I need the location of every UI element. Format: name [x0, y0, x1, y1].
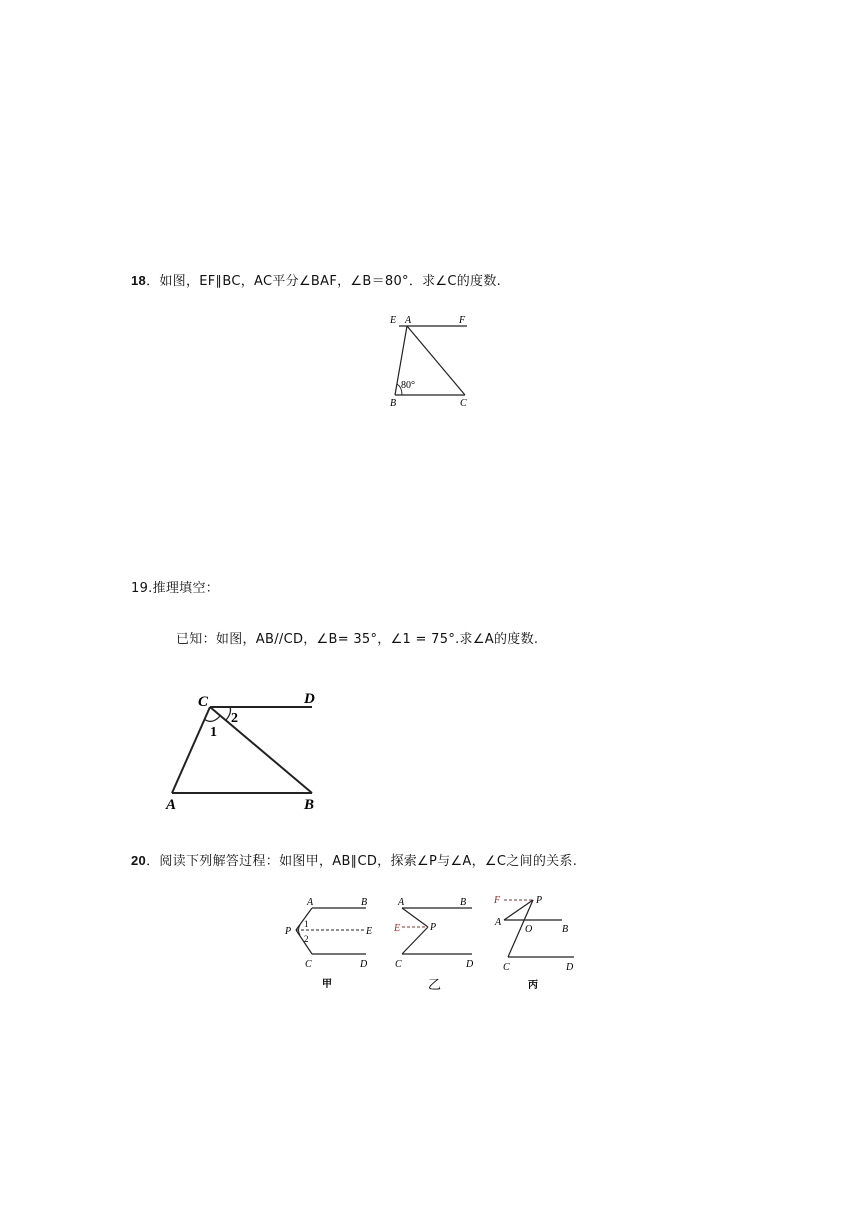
- label-A: A: [307, 897, 314, 908]
- label-E: E: [390, 315, 397, 326]
- label-A: A: [495, 917, 502, 928]
- label-C: C: [460, 398, 467, 409]
- caption-jia: 甲: [322, 979, 332, 990]
- label-B: B: [460, 897, 467, 908]
- caption-yi: 乙: [428, 978, 442, 993]
- label-F: F: [494, 895, 501, 906]
- angle-2-label: 2: [231, 711, 238, 726]
- figure-19: [160, 685, 340, 815]
- question-text: ．阅读下列解答过程：如图甲，AB∥CD，探索∠P与∠A，∠C之间的关系.: [146, 854, 578, 869]
- label-A: A: [405, 315, 412, 326]
- question-19-given: [176, 628, 538, 647]
- given-text: 已知：如图，AB//CD，∠B= 35°，∠1 = 75°.求∠A的度数.: [176, 632, 539, 647]
- question-heading: 19.推理填空：: [131, 581, 220, 596]
- label-B: B: [390, 398, 397, 409]
- label-O: O: [525, 924, 533, 935]
- question-19-heading: [131, 577, 219, 596]
- label-A: A: [398, 897, 405, 908]
- question-20: [131, 850, 577, 869]
- label-F: F: [459, 315, 466, 326]
- angle-1-label: 1: [304, 919, 309, 929]
- label-B: B: [304, 797, 315, 813]
- question-18: [131, 270, 501, 289]
- question-text: ．如图，EF∥BC，AC平分∠BAF，∠B＝80°．求∠C的度数.: [146, 274, 502, 289]
- label-C: C: [198, 694, 209, 710]
- angle-1-label: 1: [210, 725, 217, 740]
- question-number: 20: [131, 853, 147, 868]
- label-C: C: [305, 959, 312, 970]
- label-B: B: [562, 924, 569, 935]
- label-D: D: [304, 691, 315, 707]
- label-B: B: [361, 897, 368, 908]
- label-P: P: [430, 922, 437, 933]
- caption-bing: 丙: [528, 980, 538, 991]
- label-E: E: [394, 923, 401, 934]
- question-number: 18: [131, 273, 147, 288]
- figure-18: [385, 310, 485, 410]
- label-D: D: [566, 962, 574, 973]
- label-P: P: [536, 895, 543, 906]
- angle-2-label: 2: [304, 934, 309, 944]
- label-D: D: [466, 959, 474, 970]
- figure-bing: [490, 892, 590, 992]
- figure-jia: [282, 892, 382, 992]
- label-A: A: [166, 797, 177, 813]
- label-D: D: [360, 959, 368, 970]
- label-C: C: [503, 962, 510, 973]
- label-C: C: [395, 959, 402, 970]
- label-E: E: [366, 926, 373, 937]
- label-P: P: [285, 926, 292, 937]
- figure-yi: [388, 892, 488, 992]
- angle-label: 80°: [401, 380, 415, 391]
